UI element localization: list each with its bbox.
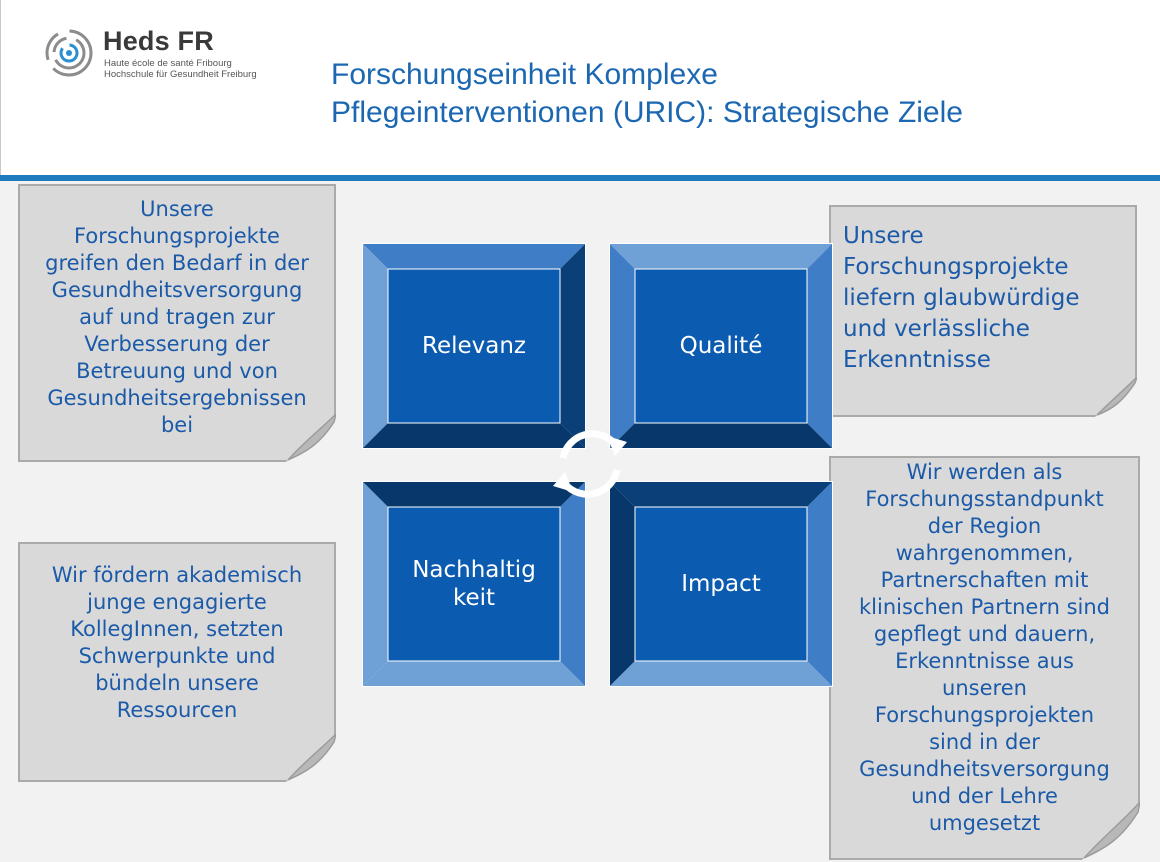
page-title — [331, 56, 963, 132]
note-top-left-text — [26, 196, 328, 439]
tile-nachhaltigkeit-line-1: Nachhaltig — [412, 557, 536, 583]
note-line: bündeln unsere — [95, 671, 259, 695]
heds-logo — [45, 24, 275, 84]
note-line: Schwerpunkte und — [78, 644, 276, 668]
note-line: Erkenntnisse aus — [895, 649, 1074, 673]
page-curl-icon — [1095, 377, 1137, 417]
note-line: Unsere — [140, 197, 214, 221]
note-line: Forschungsprojekten — [874, 703, 1095, 727]
note-line: junge engagierte — [87, 590, 267, 614]
note-bottom-right — [829, 456, 1140, 860]
page-curl-icon — [286, 734, 336, 782]
note-line: Wir werden als — [906, 460, 1063, 484]
note-top-left — [18, 184, 336, 462]
note-bottom-right-text — [837, 459, 1132, 837]
note-line: Unsere — [843, 223, 924, 249]
tile-relevanz-label: Relevanz — [422, 333, 526, 359]
tile-nachhaltigkeit-label — [388, 507, 560, 661]
note-line: Forschungsprojekte — [843, 254, 1069, 280]
tile-impact-label: Impact — [681, 571, 761, 597]
tile-nachhaltigkeit — [362, 481, 586, 687]
page-curl-icon — [1082, 802, 1140, 860]
note-line: liefern glaubwürdige — [843, 285, 1080, 311]
tile-qualite — [609, 243, 833, 449]
note-line: greifen den Bedarf in der — [45, 251, 309, 275]
tile-impact — [609, 481, 833, 687]
note-line: Partnerschaften mit — [880, 568, 1089, 592]
note-line: umgesetzt — [928, 811, 1041, 835]
logo-name: Heds FR — [103, 26, 214, 56]
note-line: KollegInnen, setzten — [70, 617, 284, 641]
note-line: Gesundheitsergebnissen — [47, 386, 307, 410]
note-line: klinischen Partnern sind — [858, 595, 1111, 619]
note-line: wahrgenommen, — [895, 541, 1074, 565]
logo-subtitle-de: Hochschule für Gesundheit Freiburg — [104, 69, 257, 80]
note-line: und der Lehre — [911, 784, 1058, 808]
note-line: Wir fördern akademisch — [51, 563, 303, 587]
note-line: bei — [160, 413, 194, 437]
logo-subtitle-fr: Haute école de santé Fribourg — [104, 58, 232, 69]
slide-header — [0, 0, 1160, 175]
tile-qualite-label: Qualité — [679, 333, 763, 359]
tile-nachhaltigkeit-line-2: keit — [452, 585, 496, 611]
note-line: Forschungsprojekte — [74, 224, 280, 248]
note-line: Gesundheitsversorgung — [51, 278, 303, 302]
note-top-right-text — [843, 221, 1129, 376]
note-bottom-left — [18, 542, 336, 782]
note-line: gepflegt und dauern, — [873, 622, 1096, 646]
note-line: Forschungsstandpunkt — [865, 487, 1104, 511]
note-line: Gesundheitsversorgung — [859, 757, 1110, 781]
note-line: Erkenntnisse — [843, 347, 991, 373]
note-line: Betreuung und von — [76, 359, 278, 383]
note-line: Verbesserung der — [84, 332, 270, 356]
title-line-1: Forschungseinheit Komplexe — [331, 58, 718, 91]
note-bottom-left-text — [26, 562, 328, 724]
note-top-right — [829, 205, 1137, 417]
note-line: und verlässliche — [843, 316, 1030, 342]
page-curl-icon — [286, 414, 336, 462]
title-line-2: Pflegeinterventionen (URIC): Strategische Ziele — [331, 96, 963, 129]
heds-logo-icon — [45, 26, 95, 80]
note-line: Ressourcen — [116, 698, 238, 722]
cycle-arrows-icon — [547, 418, 633, 510]
note-line: auf und tragen zur — [79, 305, 275, 329]
note-line: sind in der — [929, 730, 1040, 754]
note-line: unseren — [942, 676, 1027, 700]
note-line: der Region — [927, 514, 1042, 538]
